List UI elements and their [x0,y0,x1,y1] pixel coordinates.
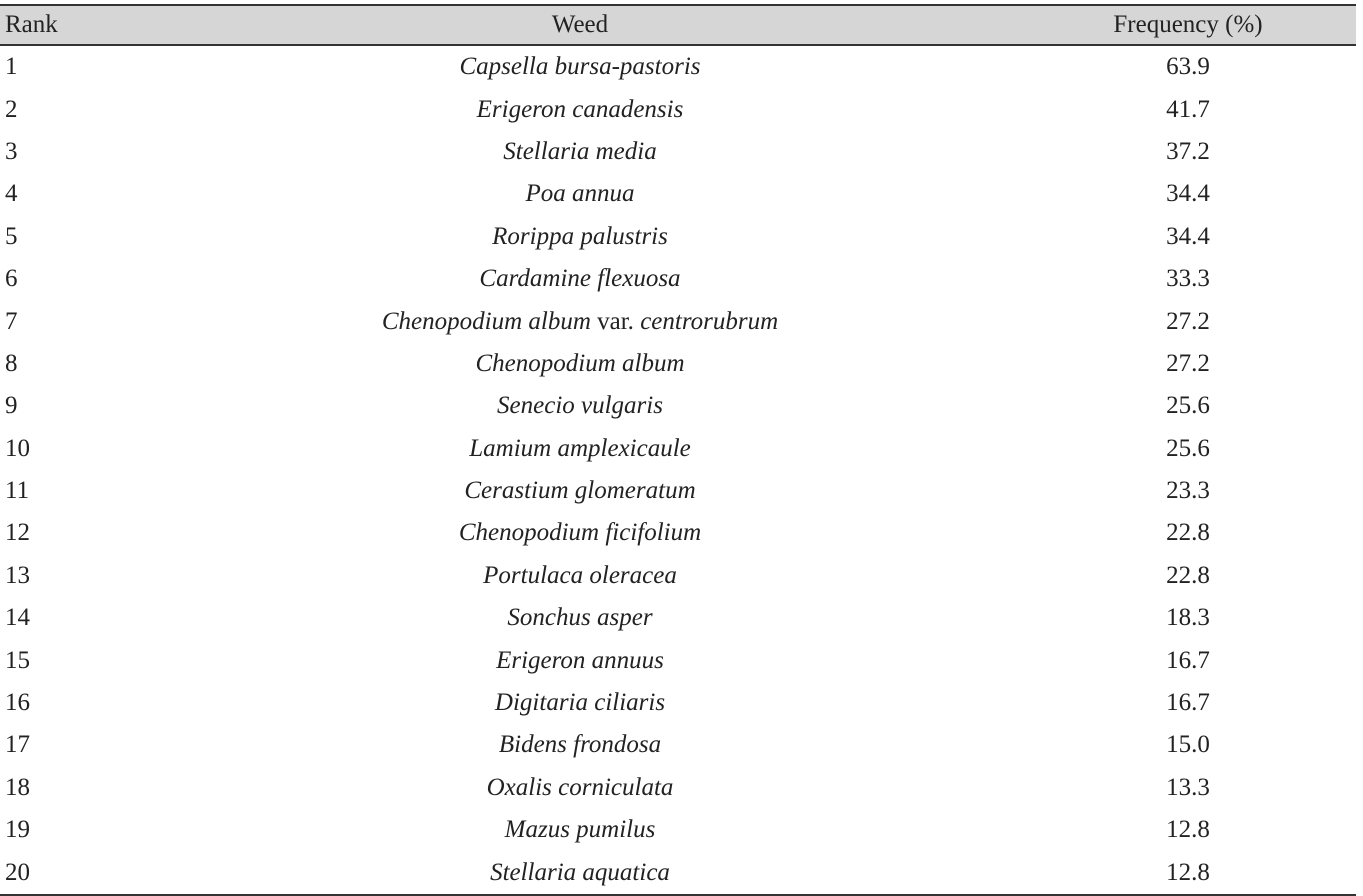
rank-cell: 10 [5,434,30,462]
header-weed: Weed [551,11,609,38]
rank-cell: 13 [5,561,30,589]
table-row [0,131,1356,173]
frequency-cell: 15.0 [1166,731,1210,759]
weed-cell: Stellaria media [503,137,657,165]
rank-cell: 14 [5,604,30,632]
frequency-cell: 12.8 [1166,816,1210,844]
rank-cell: 12 [5,519,30,547]
table-row [0,216,1356,258]
rank-cell: 16 [5,689,30,717]
header-rank: Rank [5,11,58,38]
rank-cell: 1 [5,53,18,81]
weed-frequency-table [0,4,1356,896]
frequency-cell: 18.3 [1166,604,1210,632]
table-row [0,46,1356,88]
rank-cell: 8 [5,349,18,377]
rank-cell: 5 [5,222,18,250]
table-row [0,639,1356,681]
weed-cell: Rorippa palustris [492,222,668,250]
rank-cell: 17 [5,731,30,759]
frequency-cell: 63.9 [1166,53,1210,81]
frequency-cell: 22.8 [1166,519,1210,547]
frequency-cell: 23.3 [1166,477,1210,505]
weed-cell: Capsella bursa-pastoris [459,53,701,81]
table-row [0,851,1356,893]
weed-cell: Chenopodium ficifolium [458,519,702,547]
table-row [0,470,1356,512]
weed-cell: Chenopodium album [475,349,685,377]
frequency-cell: 37.2 [1166,137,1210,165]
frequency-cell: 33.3 [1166,265,1210,293]
weed-cell: Portulaca oleracea [483,561,677,589]
frequency-cell: 27.2 [1166,307,1210,335]
weed-cell: Senecio vulgaris [497,392,663,420]
weed-cell: Sonchus asper [507,604,653,632]
frequency-cell: 34.4 [1166,222,1210,250]
table-row [0,809,1356,851]
table-row [0,724,1356,766]
table-body [0,46,1356,894]
table-row [0,173,1356,215]
weed-cell: Erigeron canadensis [476,95,684,123]
rank-cell: 18 [5,773,30,801]
header-frequency: Frequency (%) [1113,11,1263,38]
table-row [0,258,1356,300]
table-row [0,428,1356,470]
rank-cell: 20 [5,858,30,886]
frequency-cell: 25.6 [1166,434,1210,462]
frequency-cell: 16.7 [1166,646,1210,674]
rank-cell: 9 [5,392,18,420]
frequency-cell: 41.7 [1166,95,1210,123]
frequency-cell: 13.3 [1166,773,1210,801]
table-row [0,555,1356,597]
table-row [0,385,1356,427]
weed-cell [120,308,1040,336]
weed-cell: Erigeron annuus [496,646,664,674]
frequency-cell: 25.6 [1166,392,1210,420]
weed-cell: Lamium amplexicaule [469,434,691,462]
weed-cell: Stellaria aquatica [490,858,670,886]
weed-cell: Cardamine flexuosa [479,265,681,293]
rank-cell: 6 [5,265,18,293]
table-header-row [0,6,1356,46]
table-row [0,597,1356,639]
rank-cell: 7 [5,307,18,335]
table-row [0,343,1356,385]
weed-variety-name: centrorubrum [640,307,779,335]
frequency-cell: 34.4 [1166,180,1210,208]
weed-cell: Oxalis corniculata [486,773,674,801]
frequency-cell: 22.8 [1166,561,1210,589]
weed-variety-marker: var. [590,307,641,335]
rank-cell: 3 [5,137,18,165]
table-row [0,300,1356,342]
table-row [0,767,1356,809]
rank-cell: 4 [5,180,18,208]
weed-cell: Digitaria ciliaris [494,689,666,717]
rank-cell: 2 [5,95,18,123]
weed-cell: Bidens frondosa [498,731,662,759]
weed-cell: Mazus pumilus [504,816,656,844]
table-row [0,512,1356,554]
weed-cell: Cerastium glomeratum [464,477,696,505]
frequency-cell: 27.2 [1166,349,1210,377]
rank-cell: 11 [5,477,30,505]
frequency-cell: 12.8 [1166,858,1210,886]
table-row [0,682,1356,724]
frequency-cell: 16.7 [1166,689,1210,717]
rank-cell: 19 [5,816,30,844]
weed-species-name: Chenopodium album [381,307,591,335]
table-row [0,88,1356,130]
weed-cell: Poa annua [525,180,635,208]
rank-cell: 15 [5,646,30,674]
